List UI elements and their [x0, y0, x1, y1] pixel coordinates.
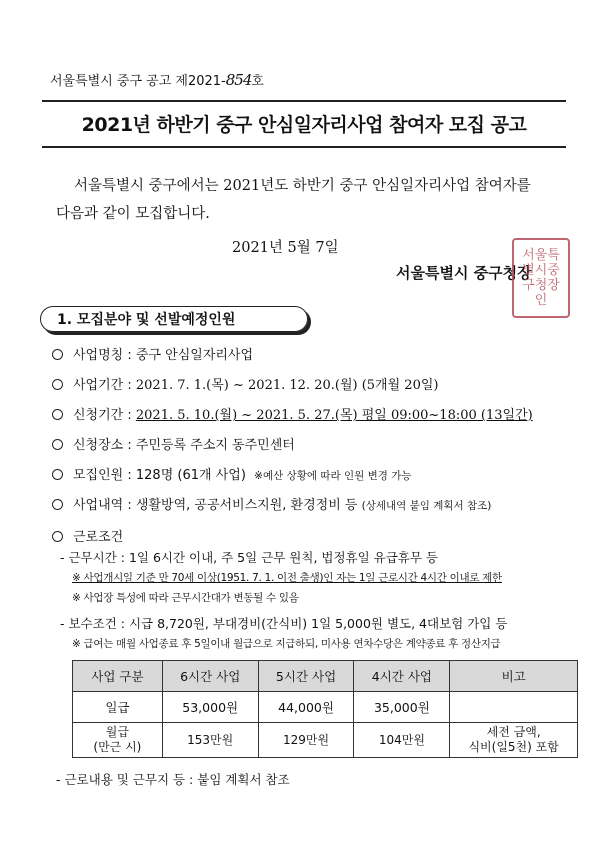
pay-table	[72, 660, 578, 758]
notice-number	[50, 70, 264, 89]
closing-line: - 근로내용 및 근무지 등 : 붙임 계획서 참조	[56, 772, 290, 787]
section-heading: 1. 모집분야 및 선발예정인원	[40, 306, 308, 332]
list-item-application-period: 신청기간 : 2021. 5. 10.(월) ~ 2021. 5. 27.(목) 평일 09:00~18:00 (13일간)	[52, 404, 533, 423]
item-value: 2021. 7. 1.(목) ~ 2021. 12. 20.(월) (5개월 20일)	[135, 378, 439, 393]
table-cell: 일급	[73, 692, 163, 723]
intro-line-1: 서울특별시 중구에서는 2021년도 하반기 중구 안심일자리사업 참여자를	[74, 178, 531, 194]
notice-number-handwritten: 854	[225, 71, 252, 89]
item-label: 사업기간	[73, 378, 124, 393]
item-note: (상세내역 붙임 계획서 참조)	[361, 500, 492, 512]
item-label: 모집인원	[73, 468, 124, 483]
issuer-name: 서울특별시 중구청장	[396, 264, 532, 282]
pay-line: - 보수조건 : 시급 8,720원, 부대경비(간식비) 1일 5,000원 별도, 4대보험 가입 등	[60, 616, 508, 631]
pay-note: ※ 급여는 매월 사업종료 후 5일이내 월급으로 지급하되, 미사용 연차수당은 계약종료 후 정산지급	[72, 638, 501, 650]
intro-paragraph	[56, 172, 576, 228]
list-item-application-place: 신청장소 : 주민등록 주소지 동주민센터	[52, 434, 295, 453]
table-cell: 44,000원	[258, 692, 354, 723]
list-item-recruit-count: 모집인원 : 128명 (61개 사업) ※예산 상황에 따라 인원 변경 가능	[52, 464, 412, 483]
table-header-row	[73, 661, 578, 692]
notice-number-prefix: 서울특별시 중구 공고 제2021-	[50, 74, 226, 89]
list-item-project-name: 사업명칭 : 중구 안심일자리사업	[52, 344, 253, 363]
item-value: 주민등록 주소지 동주민센터	[135, 438, 295, 453]
list-item-project-period: 사업기간 : 2021. 7. 1.(목) ~ 2021. 12. 20.(월) (5개월 20일)	[52, 374, 438, 393]
item-value: 2021. 5. 10.(월) ~ 2021. 5. 27.(목) 평일 09:00~18:00 (13일간)	[135, 408, 533, 423]
circle-bullet-icon	[52, 379, 63, 390]
list-item-work-conditions	[52, 526, 123, 545]
circle-bullet-icon	[52, 469, 63, 480]
table-cell: 53,000원	[162, 692, 258, 723]
item-label: 신청장소	[73, 438, 124, 453]
intro-line-2: 다음과 같이 모집합니다.	[56, 206, 210, 222]
circle-bullet-icon	[52, 499, 63, 510]
table-header-cell: 사업 구분	[73, 661, 163, 692]
circle-bullet-icon	[52, 409, 63, 420]
table-header-cell: 5시간 사업	[258, 661, 354, 692]
circle-bullet-icon	[52, 439, 63, 450]
work-hours-line: - 근무시간 : 1일 6시간 이내, 주 5일 근무 원칙, 법정휴일 유급휴무 등	[60, 550, 439, 565]
table-header-cell: 4시간 사업	[354, 661, 450, 692]
page-title: 2021년 하반기 중구 안심일자리사업 참여자 모집 공고	[81, 114, 527, 136]
title-rule-bottom	[42, 146, 566, 148]
table-cell: 129만원	[258, 723, 354, 758]
official-seal: 서울특별시중구청장인	[512, 238, 570, 318]
item-label: 근로조건	[73, 530, 124, 545]
item-label: 신청기간	[73, 408, 124, 423]
circle-bullet-icon	[52, 531, 63, 542]
table-cell: 153만원	[162, 723, 258, 758]
table-cell: 월급 (만근 시)	[73, 723, 163, 758]
table-header-cell: 6시간 사업	[162, 661, 258, 692]
work-hours-note-2: ※ 사업장 특성에 따라 근무시간대가 변동될 수 있음	[72, 592, 299, 604]
table-row	[73, 723, 578, 758]
table-cell: 세전 금액, 식비(일5천) 포함	[450, 723, 578, 758]
notice-date: 2021년 5월 7일	[232, 240, 339, 256]
work-hours-note-1: ※ 사업개시일 기준 만 70세 이상(1951. 7. 1. 이전 출생)인 자는 1일 근로시간 4시간 이내로 제한	[72, 572, 502, 584]
item-label: 사업내역	[73, 498, 124, 513]
item-value: 생활방역, 공공서비스지원, 환경정비 등	[135, 498, 358, 513]
table-row	[73, 692, 578, 723]
list-item-project-details: 사업내역 : 생활방역, 공공서비스지원, 환경정비 등 (상세내역 붙임 계획서 참조)	[52, 494, 491, 513]
table-cell	[450, 692, 578, 723]
table-cell: 35,000원	[354, 692, 450, 723]
item-label: 사업명칭	[73, 348, 124, 363]
item-value: 중구 안심일자리사업	[135, 348, 254, 363]
item-note: ※예산 상황에 따라 인원 변경 가능	[254, 470, 412, 482]
item-value: 128명 (61개 사업)	[135, 468, 246, 483]
notice-number-suffix: 호	[251, 74, 264, 89]
table-cell: 104만원	[354, 723, 450, 758]
table-header-cell: 비고	[450, 661, 578, 692]
title-rule-top	[42, 100, 566, 102]
circle-bullet-icon	[52, 349, 63, 360]
